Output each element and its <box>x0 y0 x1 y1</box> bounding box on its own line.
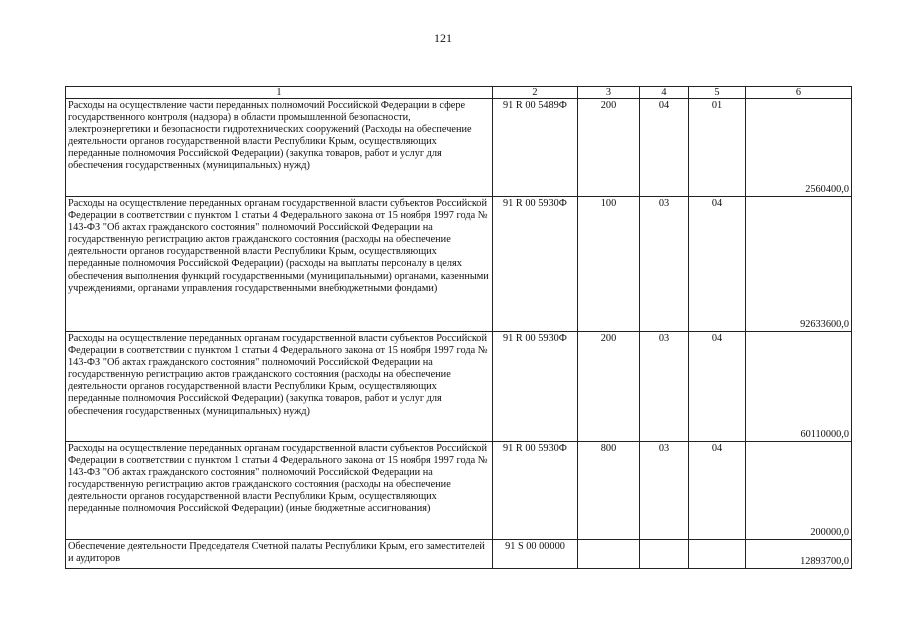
row-3-expense-type: 200 <box>578 332 640 442</box>
column-header-5: 5 <box>689 87 746 99</box>
row-2-description: Расходы на осуществление переданных органам государственной власти субъектов Российской Федерации в соответствии с пунктом 1 статьи 4 Федерального закона от 15 ноября 1997 года № 143-ФЗ "Об актах гражданского состояния" полномочий Российской Федерации на государственную регистрацию актов гражданского состояния (расходы на обеспечение деятельности органов государственной власти Республики Крым, осуществляющих переданные полномочия Российской Федерации) (расходы на выплаты персоналу в целях обеспечения выполнения функций государственными (муниципальными) органами, казенными учреждениями, органами управления государственными внебюджетными фондами) <box>66 197 493 332</box>
row-3-section: 03 <box>640 332 689 442</box>
row-2-section: 03 <box>640 197 689 332</box>
row-5-amount: 12893700,0 <box>746 540 852 569</box>
row-4-subsection: 04 <box>689 442 746 540</box>
row-4-section: 03 <box>640 442 689 540</box>
column-header-2: 2 <box>493 87 578 99</box>
column-header-4: 4 <box>640 87 689 99</box>
row-5-section <box>640 540 689 569</box>
row-1-description: Расходы на осуществление части переданных полномочий Российской Федерации в сфере государственного контроля (надзора) в области промышленной безопасности, электроэнергетики и безопасности гидротехнических сооружений (Расходы на обеспечение деятельности органов государственной власти Республики Крым, осуществляющих переданные полномочия Российской Федерации) (закупка товаров, работ и услуг для обеспечения государственных (муниципальных) нужд) <box>66 99 493 197</box>
row-1-amount: 2560400,0 <box>746 99 852 197</box>
row-3-target-article: 91 R 00 5930Ф <box>493 332 578 442</box>
row-2-subsection: 04 <box>689 197 746 332</box>
row-5-description: Обеспечение деятельности Председателя Счетной палаты Республики Крым, его заместителей и аудиторов <box>66 540 493 569</box>
column-header-6: 6 <box>746 87 852 99</box>
row-2-target-article: 91 R 00 5930Ф <box>493 197 578 332</box>
row-2-amount: 92633600,0 <box>746 197 852 332</box>
row-4-target-article: 91 R 00 5930Ф <box>493 442 578 540</box>
page-number: 121 <box>434 31 452 45</box>
column-header-1: 1 <box>66 87 493 99</box>
row-5-target-article: 91 S 00 00000 <box>493 540 578 569</box>
row-1-expense-type: 200 <box>578 99 640 197</box>
row-4-amount: 200000,0 <box>746 442 852 540</box>
row-4-expense-type: 800 <box>578 442 640 540</box>
row-1-target-article: 91 R 00 5489Ф <box>493 99 578 197</box>
row-3-description: Расходы на осуществление переданных органам государственной власти субъектов Российской Федерации в соответствии с пунктом 1 статьи 4 Федерального закона от 15 ноября 1997 года № 143-ФЗ "Об актах гражданского состояния" полномочий Российской Федерации на государственную регистрацию актов гражданского состояния (расходы на обеспечение деятельности органов государственной власти Республики Крым, осуществляющих переданные полномочия Российской Федерации) (закупка товаров, работ и услуг для обеспечения государственных (муниципальных) нужд) <box>66 332 493 442</box>
row-3-amount: 60110000,0 <box>746 332 852 442</box>
column-header-3: 3 <box>578 87 640 99</box>
budget-table <box>65 86 852 569</box>
row-1-subsection: 01 <box>689 99 746 197</box>
row-2-expense-type: 100 <box>578 197 640 332</box>
row-3-subsection: 04 <box>689 332 746 442</box>
row-5-subsection <box>689 540 746 569</box>
row-5-expense-type <box>578 540 640 569</box>
row-1-section: 04 <box>640 99 689 197</box>
row-4-description: Расходы на осуществление переданных органам государственной власти субъектов Российской Федерации в соответствии с пунктом 1 статьи 4 Федерального закона от 15 ноября 1997 года № 143-ФЗ "Об актах гражданского состояния" полномочий Российской Федерации на государственную регистрацию актов гражданского состояния (расходы на обеспечение деятельности органов государственной власти Республики Крым, осуществляющих переданные полномочия Российской Федерации) (иные бюджетные ассигнования) <box>66 442 493 540</box>
